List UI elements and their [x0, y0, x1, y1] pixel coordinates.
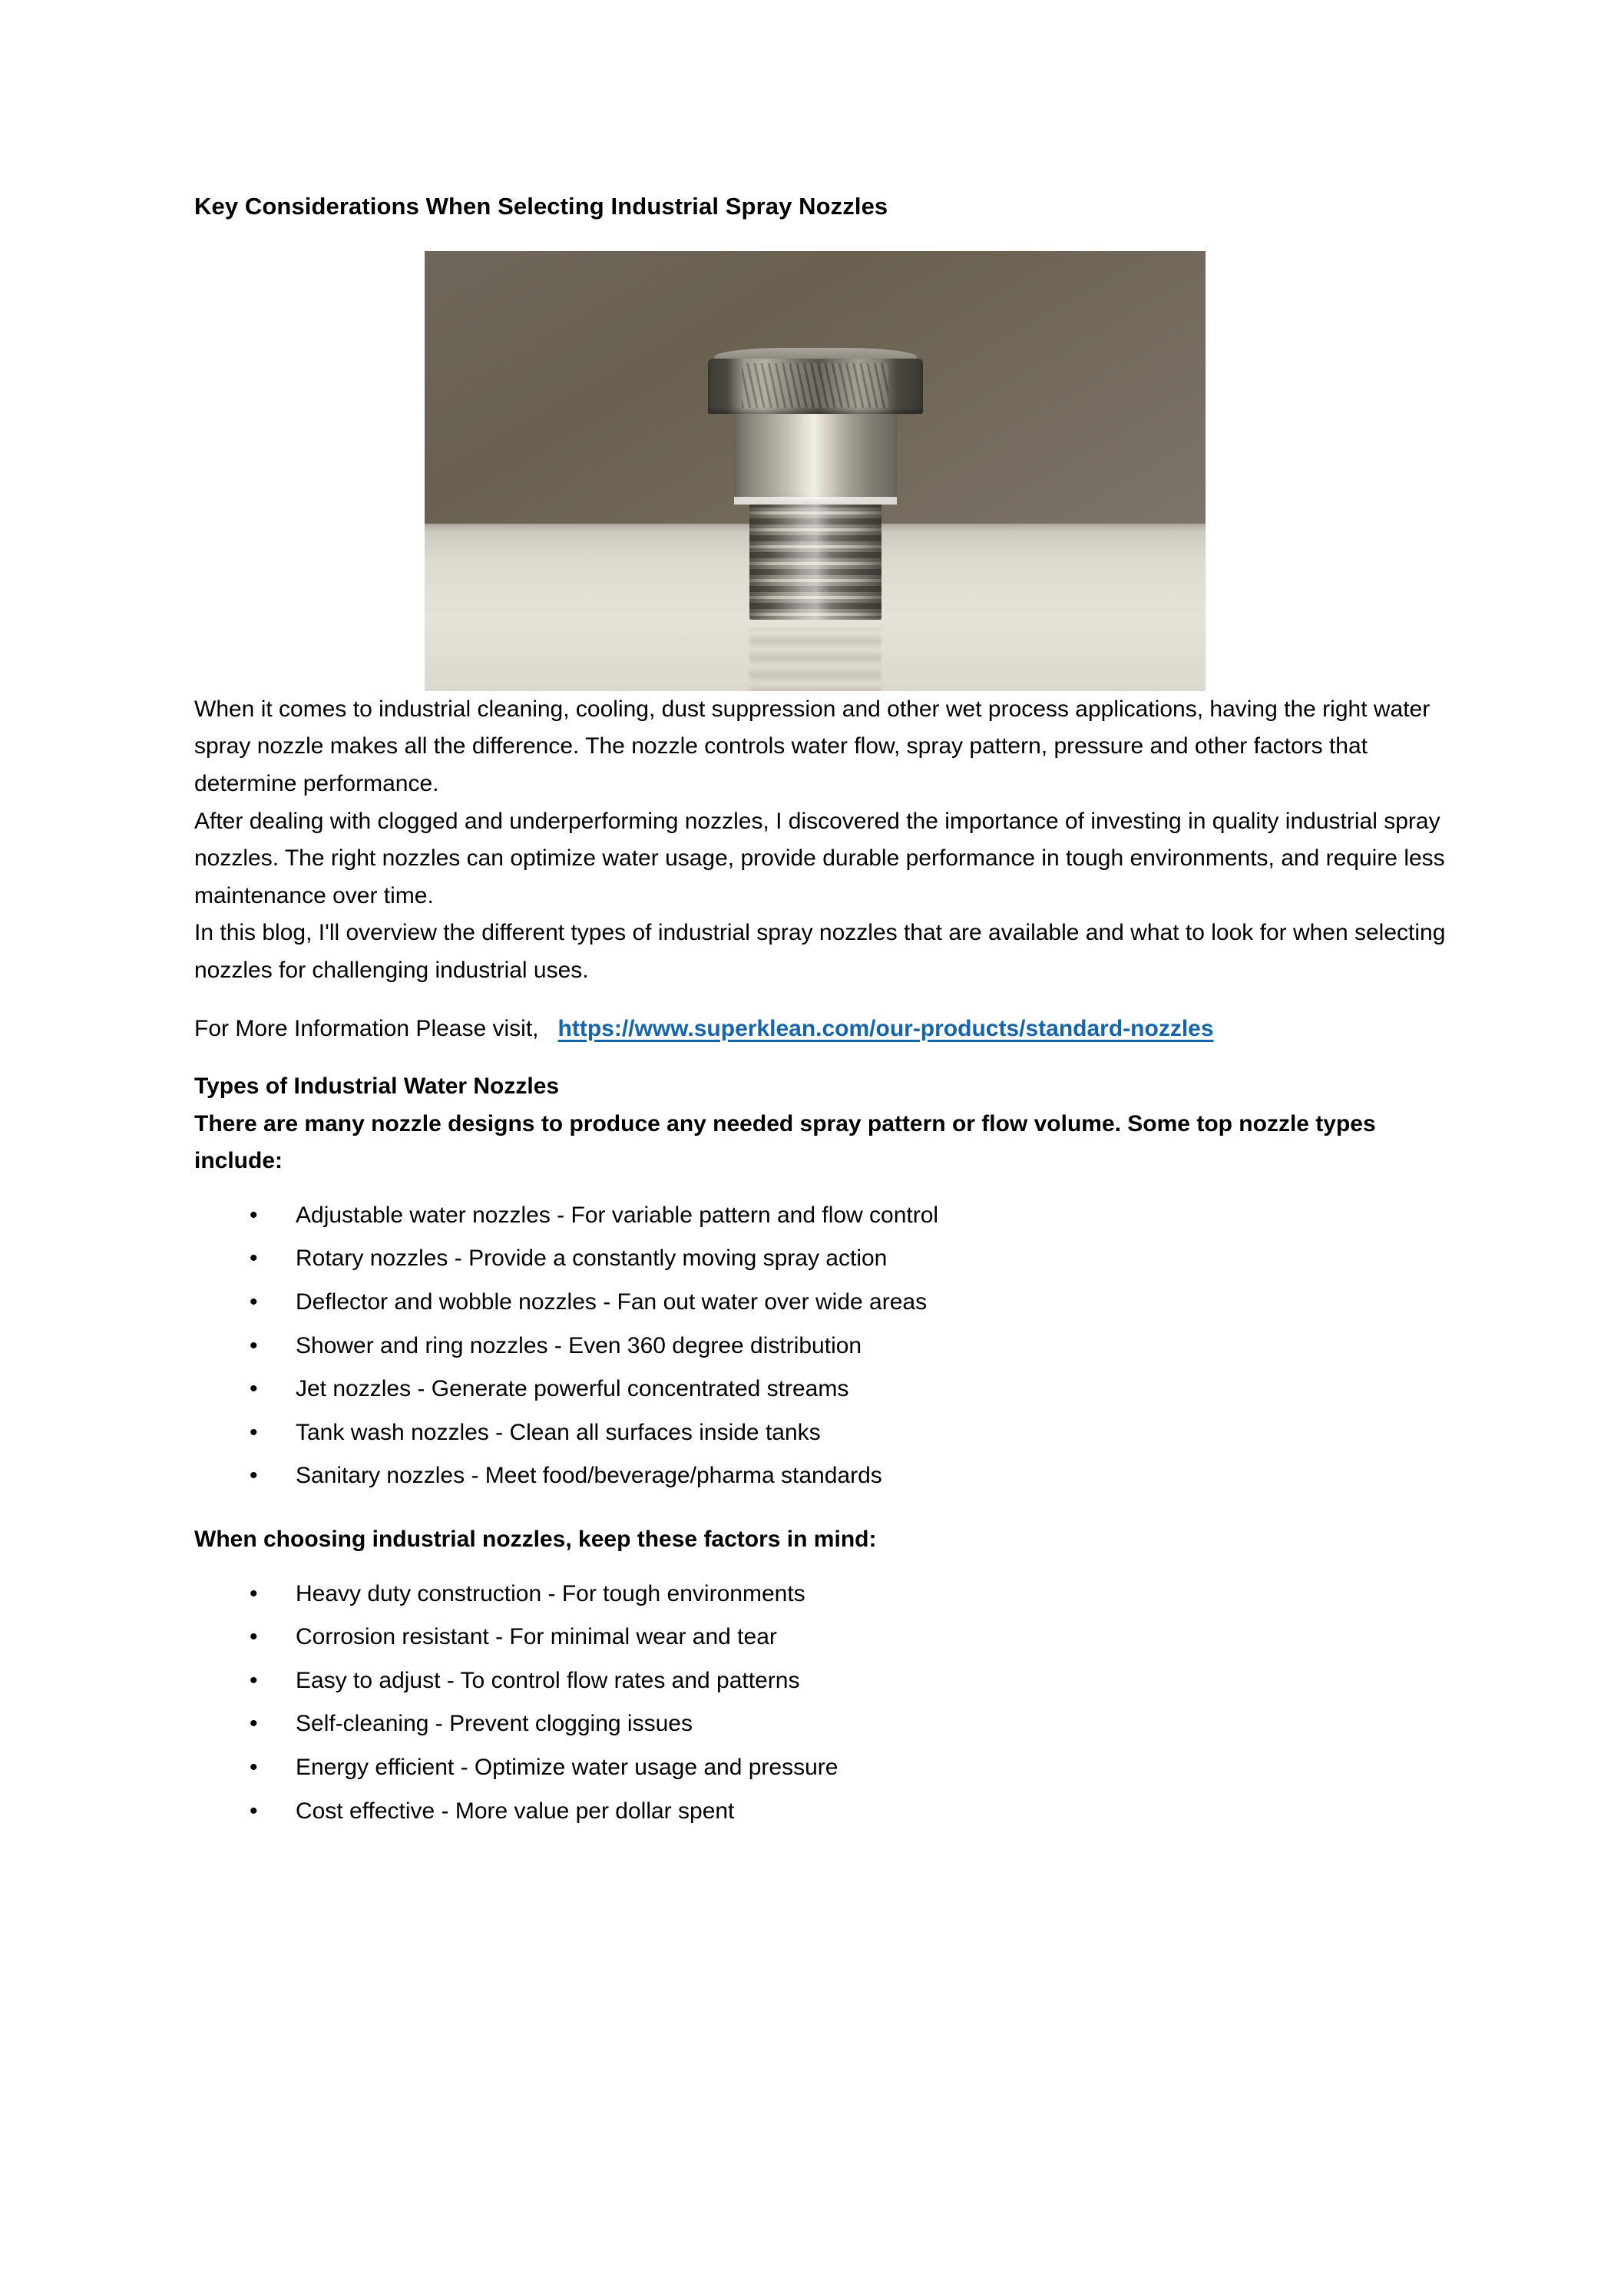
paragraph-intro: When it comes to industrial cleaning, cooling, dust suppression and other wet process applications, having the right water spray nozzle makes all the difference. The nozzle controls water flow, spray pattern, pressure and other factors that determine performance. [194, 696, 1431, 796]
list-item [194, 1749, 1454, 1787]
heading-types-of-industrial-water-nozzles: Types of Industrial Water Nozzles [194, 1074, 560, 1100]
bullet-icon: • [250, 1580, 258, 1606]
more-information-line [194, 1011, 1454, 1048]
heading-choosing-factors: When choosing industrial nozzles, keep these factors in mind: [194, 1527, 877, 1553]
bullet-icon: • [250, 1667, 258, 1693]
list-item-label: Corrosion resistant - For minimal wear and tear [296, 1624, 777, 1650]
list-item [194, 1240, 1454, 1278]
bullet-icon: • [250, 1711, 258, 1737]
bullet-icon: • [250, 1463, 258, 1489]
list-item-label: Tank wash nozzles - Clean all surfaces inside tanks [296, 1419, 821, 1445]
list-item [194, 1197, 1454, 1235]
nozzle-types-list [194, 1197, 1454, 1495]
document-content [194, 192, 1454, 1836]
list-item-label: Energy efficient - Optimize water usage and pressure [296, 1755, 838, 1780]
list-item [194, 1457, 1454, 1495]
paragraph-experience: After dealing with clogged and underperforming nozzles, I discovered the importance of investing in quality industrial spray nozzles. The right nozzles can optimize water usage, provide durable performance in tough environments, and require less maintenance over time. [194, 808, 1445, 908]
figure-container [194, 251, 1454, 691]
choosing-factors-list [194, 1576, 1454, 1831]
bullet-icon: • [250, 1376, 258, 1402]
nozzle-collar [734, 414, 897, 505]
list-item [194, 1705, 1454, 1743]
list-item-label: Deflector and wobble nozzles - Fan out water over wide areas [296, 1289, 928, 1315]
list-item-label: Sanitary nozzles - Meet food/beverage/pharma standards [296, 1463, 882, 1489]
nozzle-reflection [749, 627, 881, 691]
list-item [194, 1619, 1454, 1656]
list-item [194, 1371, 1454, 1408]
list-item-label: Heavy duty construction - For tough environments [296, 1580, 805, 1606]
superklean-standard-nozzles-link[interactable]: https://www.superklean.com/our-products/standard-nozzles [557, 1015, 1214, 1041]
list-item-label: Easy to adjust - To control flow rates and patterns [296, 1667, 800, 1693]
page-title: Key Considerations When Selecting Industrial Spray Nozzles [194, 193, 888, 220]
list-item-label: Adjustable water nozzles - For variable pattern and flow control [296, 1202, 939, 1228]
list-item [194, 1284, 1454, 1322]
list-item-label: Shower and ring nozzles - Even 360 degree distribution [296, 1332, 862, 1358]
bullet-icon: • [250, 1202, 258, 1228]
nozzle-hex-head [708, 359, 923, 414]
list-item-label: Cost effective - More value per dollar spent [296, 1798, 735, 1824]
list-item-label: Jet nozzles - Generate powerful concentrated streams [296, 1376, 849, 1402]
bullet-icon: • [250, 1332, 258, 1358]
nozzle-object [708, 348, 923, 620]
bullet-icon: • [250, 1798, 258, 1824]
list-item [194, 1414, 1454, 1452]
link-prefix-text: For More Information Please visit, [194, 1015, 539, 1041]
bullet-icon: • [250, 1419, 258, 1445]
nozzle-photo-image [425, 251, 1206, 691]
list-item-label: Self-cleaning - Prevent clogging issues [296, 1711, 693, 1737]
bullet-icon: • [250, 1624, 258, 1650]
list-item [194, 1662, 1454, 1700]
paragraph-nozzle-designs-intro: There are many nozzle designs to produce any needed spray pattern or flow volume. Some top nozzle types include: [194, 1110, 1376, 1174]
bullet-icon: • [250, 1246, 258, 1272]
list-item [194, 1793, 1454, 1831]
list-item [194, 1328, 1454, 1365]
list-item-label: Rotary nozzles - Provide a constantly moving spray action [296, 1246, 888, 1272]
bullet-icon: • [250, 1289, 258, 1315]
paragraph-overview: In this blog, I'll overview the different types of industrial spray nozzles that are available and what to look for when selecting nozzles for challenging industrial uses. [194, 920, 1446, 983]
bullet-icon: • [250, 1755, 258, 1780]
nozzle-threads [749, 505, 881, 620]
list-item [194, 1576, 1454, 1613]
